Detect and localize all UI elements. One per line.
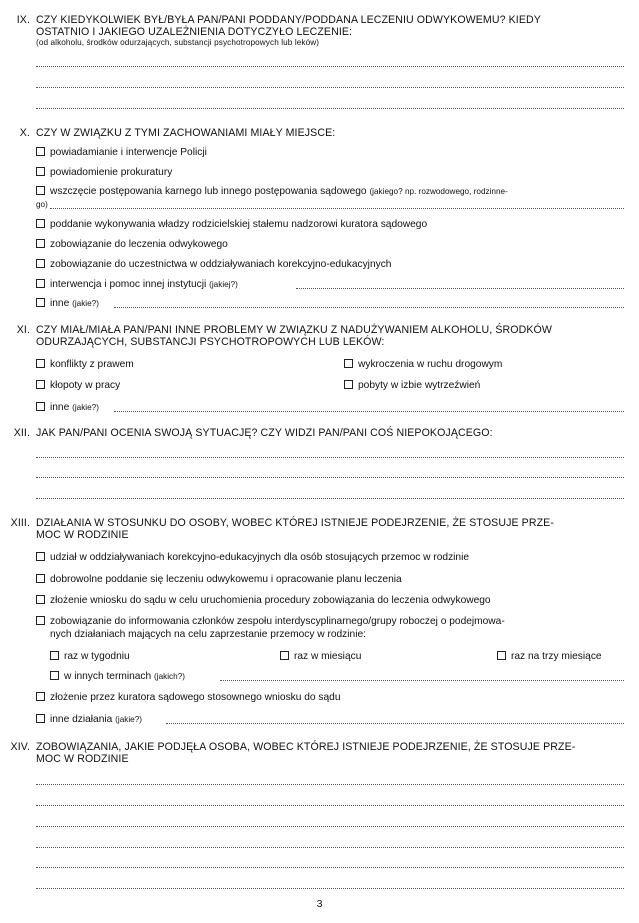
checkbox[interactable] bbox=[36, 219, 45, 228]
page-number: 3 bbox=[316, 898, 323, 910]
checkbox-note: (jakie?) bbox=[115, 715, 143, 724]
checkbox-item[interactable] bbox=[36, 146, 207, 159]
checkbox-label: zobowiązanie do uczestnictwa w oddziaływaniach korekcyjno-edukacyjnych bbox=[50, 259, 392, 270]
checkbox-note: (jakie?) bbox=[72, 403, 99, 412]
answer-line[interactable] bbox=[36, 457, 624, 458]
checkbox-item[interactable] bbox=[50, 670, 185, 683]
checkbox-note: (jakiego? np. rozwodowego, rodzinne- bbox=[369, 187, 508, 196]
section-number: X. bbox=[19, 127, 30, 139]
section-heading bbox=[36, 14, 626, 48]
checkbox[interactable] bbox=[36, 298, 45, 307]
heading-line: CZY MIAŁ/MIAŁA PAN/PANI INNE PROBLEMY W ZWIĄZKU Z NADUŻYWANIEM ALKOHOLU, ŚRODKÓW bbox=[36, 324, 552, 336]
checkbox[interactable] bbox=[36, 239, 45, 248]
checkbox-label: dobrowolne poddanie się leczeniu odwykowemu i opracowanie planu leczenia bbox=[50, 574, 402, 585]
checkbox-label: wszczęcie postępowania karnego lub innego postępowania sądowego bbox=[50, 186, 367, 197]
section-number: XII. bbox=[13, 427, 30, 439]
checkbox-label: złożenie wniosku do sądu w celu uruchomienia procedury zobowiązania do leczenia odwykowego bbox=[50, 595, 491, 606]
answer-line[interactable] bbox=[36, 477, 624, 478]
section-heading bbox=[36, 741, 626, 765]
checkbox-item[interactable] bbox=[36, 185, 508, 198]
answer-line[interactable] bbox=[36, 66, 624, 67]
answer-line[interactable] bbox=[36, 826, 624, 827]
checkbox[interactable] bbox=[36, 380, 45, 389]
heading-line: ODURZAJĄCYCH, SUBSTANCJI PSYCHOTROPOWYCH LUB LEKÓW: bbox=[36, 336, 385, 348]
heading-line: OSTATNIO I JAKIEGO UZALEŻNIENIA DOTYCZYŁO LECZENIE: bbox=[36, 26, 353, 38]
checkbox-item[interactable] bbox=[36, 166, 172, 179]
heading-line: ZOBOWIĄZANIA, JAKIE PODJĘŁA OSOBA, WOBEC KTÓREJ ISTNIEJE PODEJRZENIE, ŻE STOSUJE PRZE- bbox=[36, 741, 576, 753]
checkbox[interactable] bbox=[36, 359, 45, 368]
checkbox-label: raz w miesiącu bbox=[294, 651, 362, 662]
checkbox-item[interactable] bbox=[36, 379, 120, 392]
checkbox-label: powiadomienie prokuratury bbox=[50, 167, 173, 178]
checkbox-label: kłopoty w pracy bbox=[50, 380, 121, 391]
answer-line[interactable] bbox=[36, 108, 624, 109]
answer-line[interactable] bbox=[36, 847, 624, 848]
checkbox-label: poddanie wykonywania władzy rodzicielskiej stałemu nadzorowi kuratora sądowego bbox=[50, 219, 428, 230]
answer-line[interactable] bbox=[36, 805, 624, 806]
checkbox-label: konflikty z prawem bbox=[50, 359, 134, 370]
checkbox[interactable] bbox=[36, 402, 45, 411]
checkbox-item[interactable] bbox=[36, 594, 491, 607]
checkbox[interactable] bbox=[50, 671, 59, 680]
checkbox-item[interactable] bbox=[36, 278, 238, 291]
heading-note: (od alkoholu, środków odurzających, substancji psychotropowych lub leków) bbox=[36, 38, 320, 47]
checkbox[interactable] bbox=[36, 616, 45, 625]
checkbox-item[interactable] bbox=[36, 615, 505, 628]
checkbox-item[interactable] bbox=[50, 650, 130, 663]
checkbox-label: pobyty w izbie wytrzeźwień bbox=[358, 380, 481, 391]
checkbox-item[interactable] bbox=[497, 650, 602, 663]
section-number: XIII. bbox=[10, 517, 30, 529]
checkbox[interactable] bbox=[36, 186, 45, 195]
checkbox-note-continued: go) bbox=[36, 200, 48, 209]
checkbox[interactable] bbox=[50, 651, 59, 660]
section-number: XI. bbox=[16, 324, 30, 336]
checkbox[interactable] bbox=[36, 692, 45, 701]
checkbox-item[interactable] bbox=[344, 379, 480, 392]
answer-line[interactable] bbox=[296, 288, 624, 289]
answer-line[interactable] bbox=[114, 411, 624, 412]
checkbox[interactable] bbox=[280, 651, 289, 660]
section-heading: JAK PAN/PANI OCENIA SWOJĄ SYTUACJĘ? CZY WIDZI PAN/PANI COŚ NIEPOKOJĄCEGO: bbox=[36, 427, 493, 439]
checkbox-item[interactable] bbox=[280, 650, 361, 663]
checkbox-item[interactable] bbox=[36, 218, 427, 231]
answer-line[interactable] bbox=[114, 307, 624, 308]
checkbox-note: (jakiej?) bbox=[209, 280, 238, 289]
checkbox[interactable] bbox=[344, 359, 353, 368]
checkbox-label: złożenie przez kuratora sądowego stosownego wniosku do sądu bbox=[50, 692, 341, 703]
checkbox[interactable] bbox=[36, 552, 45, 561]
checkbox-label: inne bbox=[50, 402, 70, 413]
checkbox-item[interactable] bbox=[36, 238, 228, 251]
section-heading bbox=[36, 324, 626, 348]
checkbox-label: inne bbox=[50, 298, 70, 309]
answer-line[interactable] bbox=[50, 208, 624, 209]
checkbox-label: inne działania bbox=[50, 714, 113, 725]
checkbox-label: raz na trzy miesiące bbox=[511, 651, 602, 662]
checkbox[interactable] bbox=[36, 259, 45, 268]
checkbox[interactable] bbox=[36, 147, 45, 156]
checkbox-item[interactable] bbox=[36, 691, 341, 704]
answer-line[interactable] bbox=[36, 87, 624, 88]
checkbox-note: (jakie?) bbox=[72, 299, 99, 308]
checkbox-label: zobowiązanie do informowania członków zespołu interdyscyplinarnego/grupy roboczej o podejmowa- bbox=[50, 616, 505, 627]
answer-line[interactable] bbox=[220, 680, 624, 681]
checkbox[interactable] bbox=[36, 167, 45, 176]
section-number: IX. bbox=[16, 14, 30, 26]
answer-line[interactable] bbox=[36, 867, 624, 868]
heading-line: DZIAŁANIA W STOSUNKU DO OSOBY, WOBEC KTÓREJ ISTNIEJE PODEJRZENIE, ŻE STOSUJE PRZE- bbox=[36, 517, 554, 529]
checkbox-item[interactable] bbox=[344, 358, 502, 371]
checkbox-item[interactable] bbox=[36, 573, 402, 586]
checkbox-label-continued: nych działaniach mających na celu zaprzestanie przemocy w rodzinie: bbox=[50, 629, 366, 640]
checkbox-item[interactable] bbox=[36, 258, 391, 271]
checkbox-item[interactable] bbox=[36, 713, 142, 726]
answer-line[interactable] bbox=[36, 784, 624, 785]
section-number: XIV. bbox=[10, 741, 30, 753]
checkbox-item[interactable] bbox=[36, 401, 99, 414]
checkbox-item[interactable] bbox=[36, 551, 469, 564]
checkbox-label: zobowiązanie do leczenia odwykowego bbox=[50, 239, 228, 250]
checkbox-label: interwencja i pomoc innej instytucji bbox=[50, 279, 207, 290]
checkbox[interactable] bbox=[344, 380, 353, 389]
checkbox-label: udział w oddziaływaniach korekcyjno-edukacyjnych dla osób stosujących przemoc w rodzinie bbox=[50, 552, 470, 563]
checkbox[interactable] bbox=[36, 279, 45, 288]
checkbox[interactable] bbox=[36, 714, 45, 723]
section-heading bbox=[36, 517, 626, 541]
answer-line[interactable] bbox=[166, 723, 624, 724]
checkbox[interactable] bbox=[36, 574, 45, 583]
heading-line: MOC W RODZINIE bbox=[36, 529, 129, 541]
answer-line[interactable] bbox=[36, 498, 624, 499]
checkbox-item[interactable] bbox=[36, 297, 99, 310]
checkbox-item[interactable] bbox=[36, 358, 134, 371]
checkbox-label: powiadamianie i interwencje Policji bbox=[50, 147, 207, 158]
checkbox[interactable] bbox=[36, 595, 45, 604]
section-heading: CZY W ZWIĄZKU Z TYMI ZACHOWANIAMI MIAŁY MIEJSCE: bbox=[36, 127, 336, 139]
answer-line[interactable] bbox=[36, 888, 624, 889]
heading-line: MOC W RODZINIE bbox=[36, 753, 129, 765]
heading-line: CZY KIEDYKOLWIEK BYŁ/BYŁA PAN/PANI PODDANY/PODDANA LECZENIU ODWYKOWEMU? KIEDY bbox=[36, 14, 541, 26]
checkbox-label: wykroczenia w ruchu drogowym bbox=[358, 359, 503, 370]
checkbox-note: (jakich?) bbox=[154, 672, 185, 681]
checkbox[interactable] bbox=[497, 651, 506, 660]
checkbox-label: raz w tygodniu bbox=[64, 651, 130, 662]
checkbox-label: w innych terminach bbox=[64, 671, 152, 682]
